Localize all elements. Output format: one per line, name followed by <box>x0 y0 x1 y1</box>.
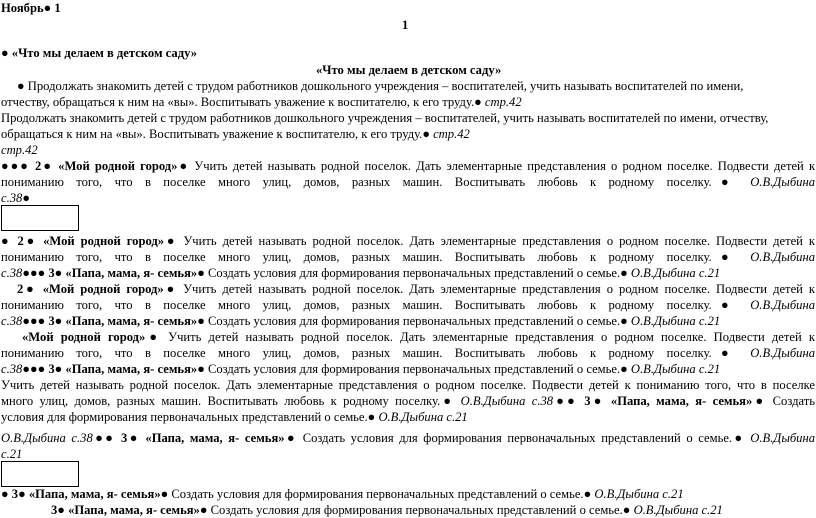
block-g-line-1: ● 3● «Папа, мама, я- семья»● Создать условия для формирования первоначальных представлений о семье.● О.В.Дыбина с.21 <box>1 487 684 501</box>
block-e-line-1: Учить детей называть родной поселок. Дать элементарные представления о родном поселке. Подвести детей к пониманию того, что в поселке <box>1 378 815 392</box>
bullet: ● <box>43 1 52 15</box>
paragraph-2-line-2: обращаться к ним на «вы». Воспитывать уважение к воспитателю, к его труду.● стр.42 <box>1 127 470 141</box>
paragraph-2-line-1: Продолжать знакомить детей с трудом работников дошкольного учреждения – воспитателей, учить называть воспитателей по имени, отчеству, <box>1 111 769 125</box>
block-b-line-3: с.38●●● 3● «Папа, мама, я- семья»● Создать условия для формирования первоначальных представлений о семье.● О.В.Дыбина с.21 <box>1 266 721 280</box>
block-f-line-1: О.В.Дыбина с.38●● 3● «Папа, мама, я- семья»● Создать условия для формирования первоначальных представлений о семье.● О.В.Дыбина <box>1 431 816 445</box>
block-c-line-2: пониманию того, что в поселке много улиц, домов, разных машин. Воспитывать любовь к родному поселку.● О.В.Дыбина <box>1 298 816 312</box>
block-e-line-3: условия для формирования первоначальных представлений о семье.● О.В.Дыбина с.21 <box>1 410 468 424</box>
block-h-line-1: 3● «Папа, мама, я- семья»● Создать условия для формирования первоначальных представлений о семье.● О.В.Дыбина с.21 <box>51 503 723 517</box>
block-c-line-3: с.38●●● 3● «Папа, мама, я- семья»● Создать условия для формирования первоначальных представлений о семье.● О.В.Дыбина с.21 <box>1 314 721 328</box>
paragraph-2-ref: стр.42 <box>1 143 38 157</box>
block-d-line-3: с.38●●● 3● «Папа, мама, я- семья»● Создать условия для формирования первоначальных представлений о семье.● О.В.Дыбина с.21 <box>1 362 721 376</box>
empty-box <box>1 461 79 487</box>
block-e-line-2: много улиц, домов, разных машин. Воспитывать любовь к родному поселку.● О.В.Дыбина с.38●● 3● «Папа, мама, я- семья»● Создать <box>1 394 816 408</box>
block-b-line-2: пониманию того, что в поселке много улиц, домов, разных машин. Воспитывать любовь к родному поселку.● О.В.Дыбина <box>1 250 816 264</box>
month-number: 1 <box>54 1 61 15</box>
block-b-line-1: ● 2● «Мой родной город»● Учить детей называть родной поселок. Дать элементарные представления о родном поселке. Подвести детей к <box>1 234 816 248</box>
block-a-line-3: с.38● <box>1 191 30 205</box>
topic-1-title-centered: «Что мы делаем в детском саду» <box>316 63 502 77</box>
topic-1-heading: ● «Что мы делаем в детском саду» <box>1 46 198 60</box>
paragraph-1-line-1: ● Продолжать знакомить детей с трудом работников дошкольного учреждения – воспитателей, учить называть воспитателей по имени, <box>17 79 744 93</box>
block-f-line-2: с.21 <box>1 447 23 461</box>
block-d-line-1: «Мой родной город»● Учить детей называть родной поселок. Дать элементарные представления о родном поселке. Подвести детей к <box>22 330 816 344</box>
block-a-line-2: пониманию того, что в поселке много улиц, домов, разных машин. Воспитывать любовь к родному поселку.● О.В.Дыбина <box>1 175 816 189</box>
month-label: Ноябрь <box>1 1 44 15</box>
empty-box <box>1 205 79 231</box>
paragraph-1-line-2: отчеству, обращаться к ним на «вы». Воспитывать уважение к воспитателю, к его труду.● стр.42 <box>1 95 522 109</box>
center-number: 1 <box>402 18 409 32</box>
block-d-line-2: пониманию того, что в поселке много улиц, домов, разных машин. Воспитывать любовь к родному поселку.● О.В.Дыбина <box>1 346 816 360</box>
header-line <box>1 0 61 16</box>
block-a-line-1: ●●● 2● «Мой родной город»● Учить детей называть родной поселок. Дать элементарные представления о родном поселке. Подвести детей к <box>1 159 816 173</box>
block-c-line-1: 2● «Мой родной город»● Учить детей называть родной поселок. Дать элементарные представления о родном поселке. Подвести детей к <box>17 282 816 296</box>
